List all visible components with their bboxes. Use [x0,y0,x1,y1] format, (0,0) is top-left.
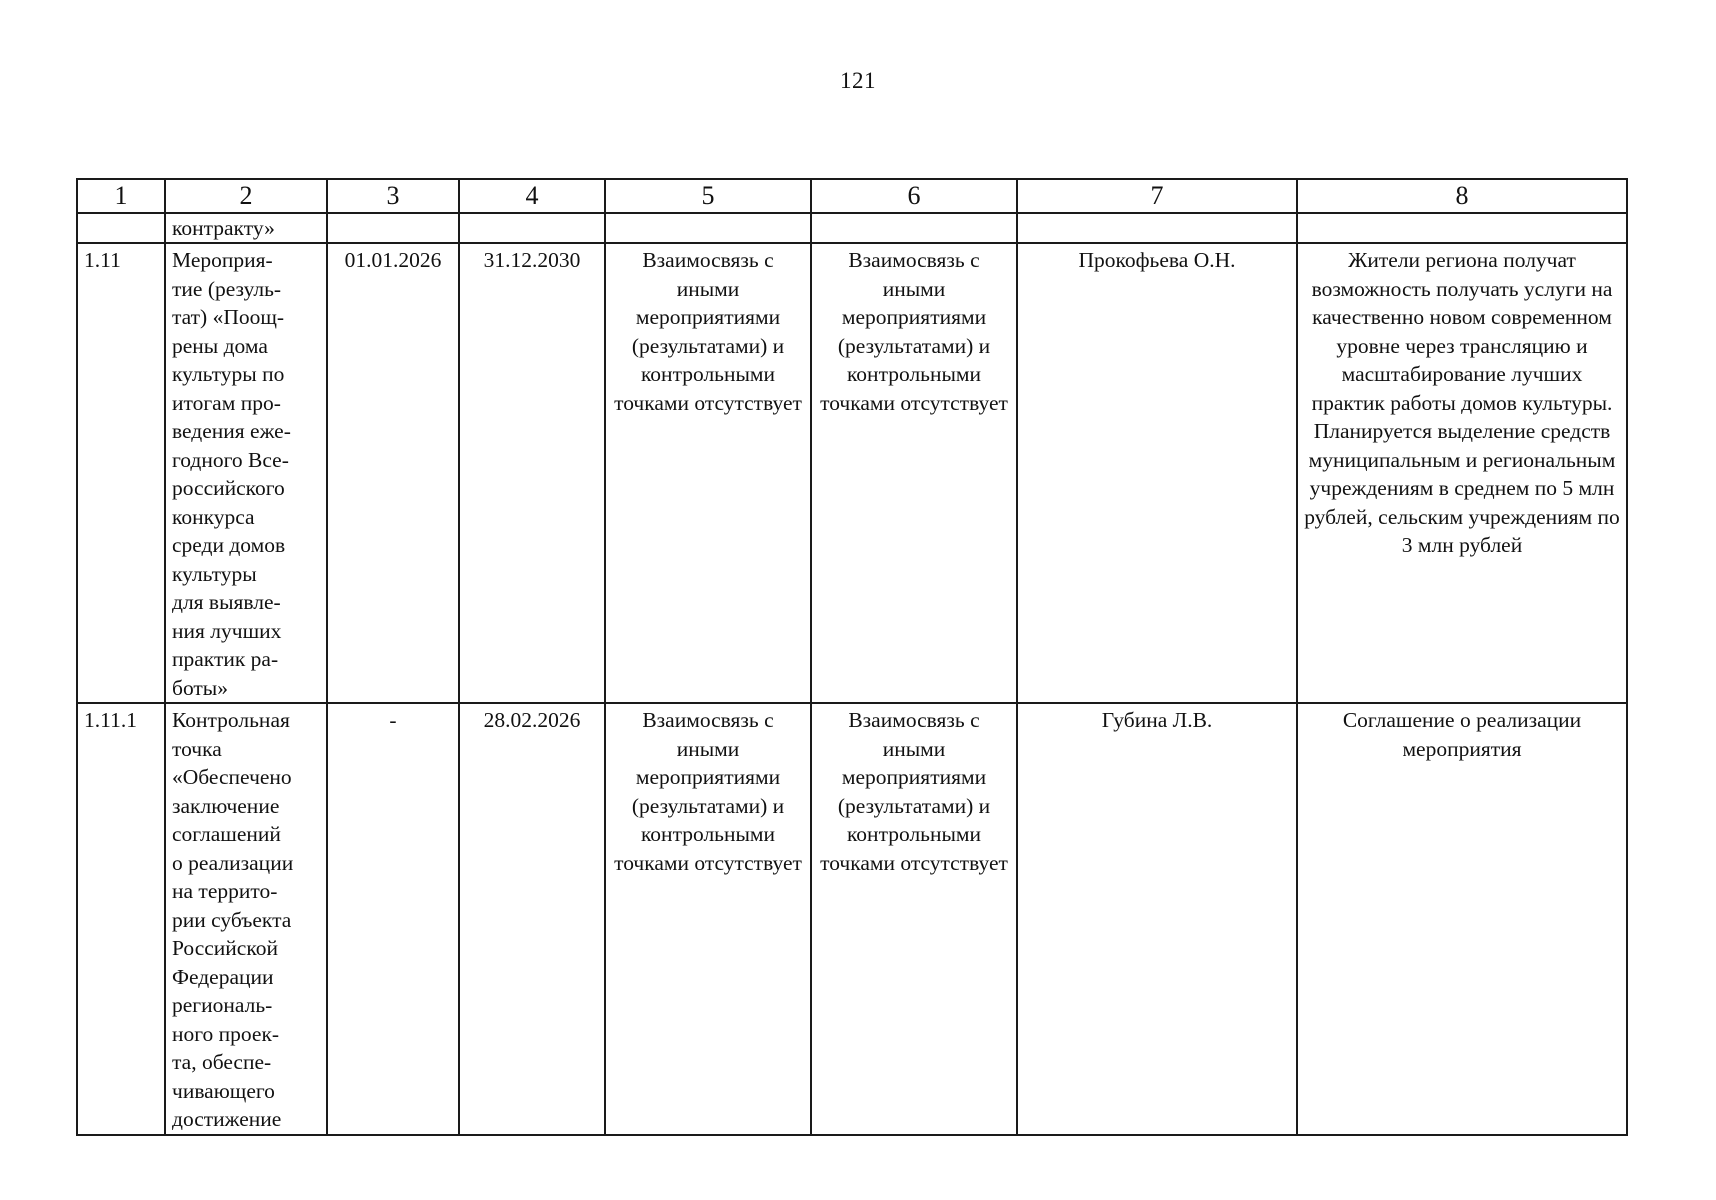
predecessor-links: Взаимосвязь с иными мероприятиями (результатами) и контрольными точками отсутствует [605,243,811,703]
continuation-cell-5 [605,213,811,243]
continuation-text: контракту» [165,213,327,243]
continuation-cell-7 [1017,213,1297,243]
start-date: 01.01.2026 [327,243,459,703]
column-header-7: 7 [1017,179,1297,213]
row-title: Контрольная точка «Обеспечено заключение соглашений о реализации на террито- рии субъекта Российской Федерации региональ- ного проек- та, обеспе- чивающего достижение [165,703,327,1135]
column-header-8: 8 [1297,179,1627,213]
continuation-row [77,213,1627,243]
row-title: Мероприя- тие (резуль- тат) «Поощ- рены дома культуры по итогам про- ведения еже- годного Все- российского конкурса среди домов культуры для выявле- ния лучших практик ра- боты» [165,243,327,703]
column-header-5: 5 [605,179,811,213]
continuation-cell-8 [1297,213,1627,243]
result-description: Соглашение о реализации мероприятия [1297,703,1627,1135]
start-date: - [327,703,459,1135]
column-number-row [77,179,1627,213]
result-description: Жители региона получат возможность получать услуги на качественно новом современном уровне через трансляцию и масштабирование лучших практик работы домов культуры. Планируется выделение средств муниципальным и региональным учреждениям в среднем по 5 млн рублей, сельским учреждениям по 3 млн рублей [1297,243,1627,703]
predecessor-links: Взаимосвязь с иными мероприятиями (результатами) и контрольными точками отсутствует [605,703,811,1135]
table-row [77,243,1627,703]
continuation-cell-1 [77,213,165,243]
row-number: 1.11.1 [77,703,165,1135]
page-number: 121 [840,68,876,93]
end-date: 28.02.2026 [459,703,605,1135]
plan-table [76,178,1628,1136]
successor-links: Взаимосвязь с иными мероприятиями (результатами) и контрольными точками отсутствует [811,243,1017,703]
responsible-person: Губина Л.В. [1017,703,1297,1135]
column-header-1: 1 [77,179,165,213]
column-header-3: 3 [327,179,459,213]
end-date: 31.12.2030 [459,243,605,703]
column-header-6: 6 [811,179,1017,213]
responsible-person: Прокофьева О.Н. [1017,243,1297,703]
continuation-cell-6 [811,213,1017,243]
column-header-2: 2 [165,179,327,213]
table-row [77,703,1627,1135]
successor-links: Взаимосвязь с иными мероприятиями (результатами) и контрольными точками отсутствует [811,703,1017,1135]
continuation-cell-4 [459,213,605,243]
column-header-4: 4 [459,179,605,213]
continuation-cell-3 [327,213,459,243]
row-number: 1.11 [77,243,165,703]
